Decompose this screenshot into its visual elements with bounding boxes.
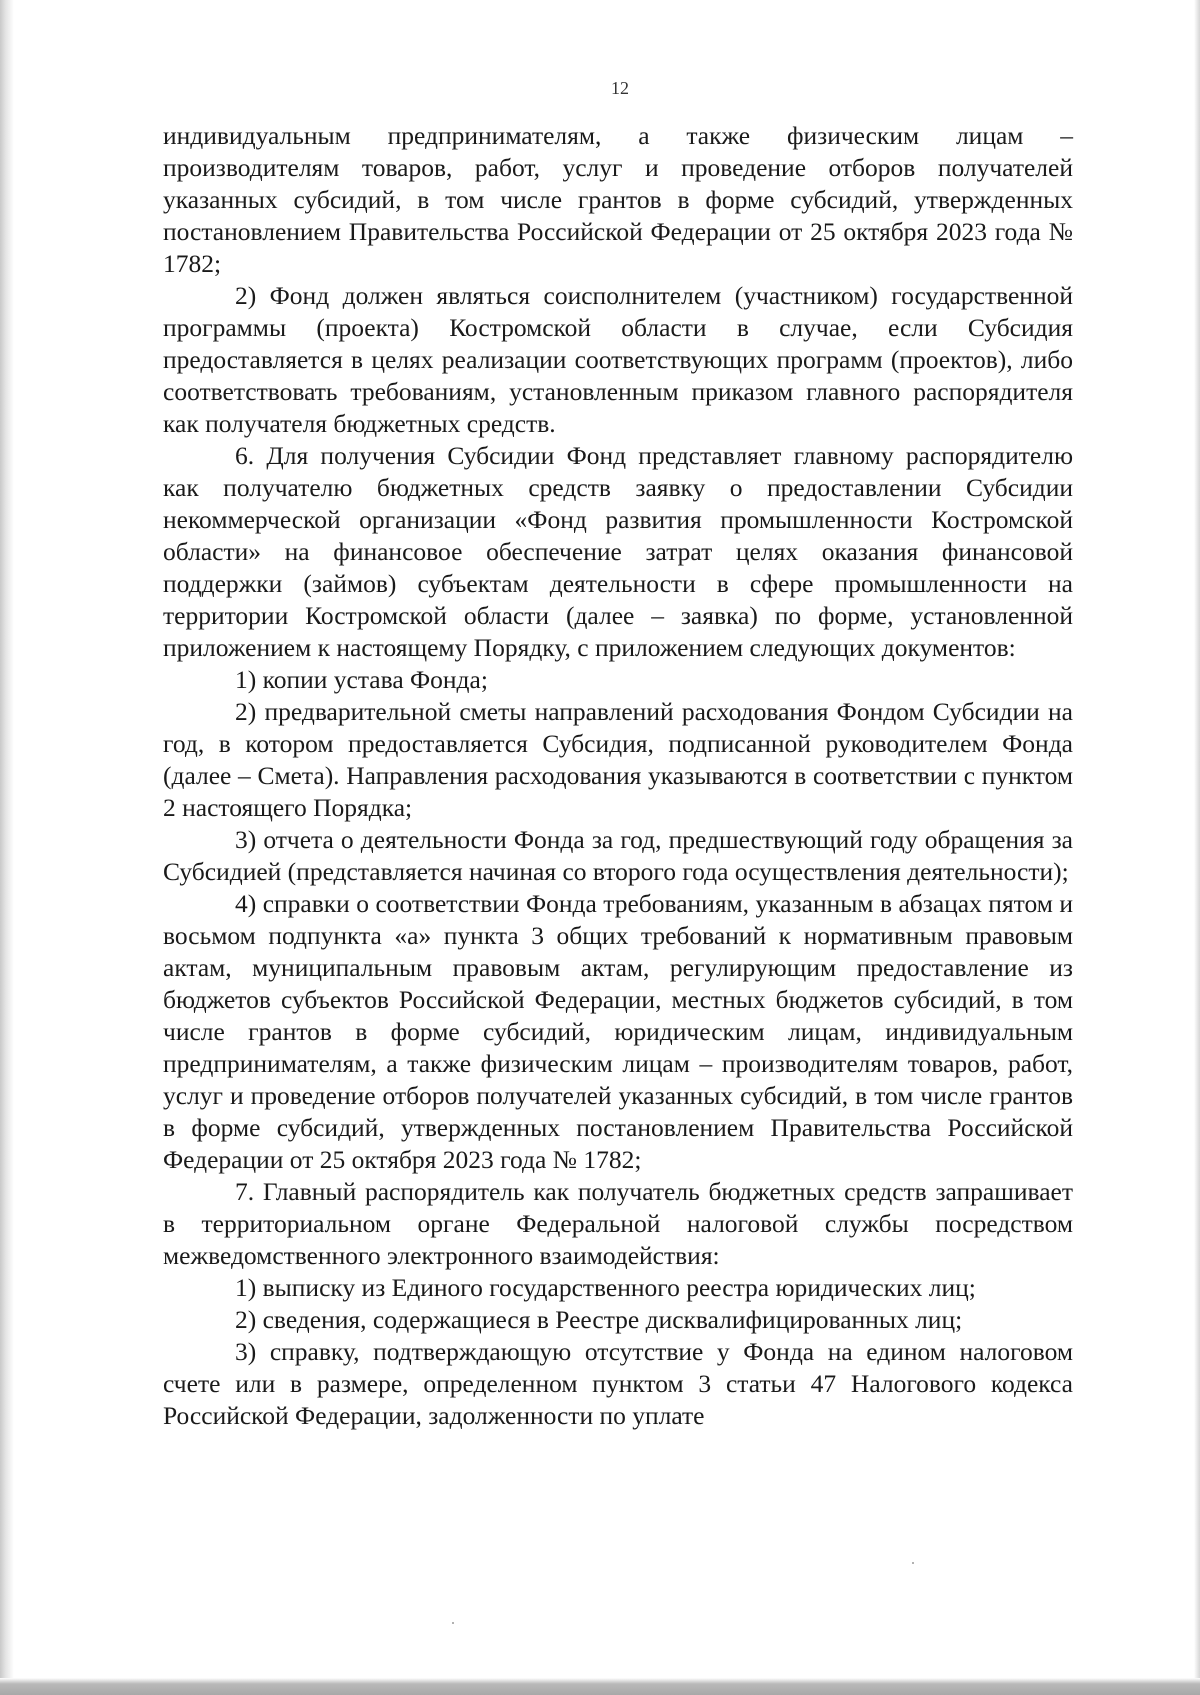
scan-speck (452, 1622, 454, 1624)
page-number: 12 (611, 78, 629, 98)
scan-shadow-right (1194, 0, 1200, 1695)
paragraph-clause-6: 6. Для получения Субсидии Фонд представляет главному распорядителю как получателю бюджетных средств заявку о предоставлении Субсидии некоммерческой организации «Фонд развития промышленности Костромской области» на финансовое обеспечение затрат целях оказания финансовой поддержки (займов) субъектам деятельности в сфере промышленности на территории Костромской области (далее – заявка) по форме, установленной приложением к настоящему Порядку, с приложением следующих документов: (163, 441, 1073, 662)
paragraph-item-5-2: 2) Фонд должен являться соисполнителем (участником) государственной программы (проекта) Костромской области в случае, если Субсидия предоставляется в целях реализации соответствующих программ (проектов), либо соответствовать требованиям, установленным приказом главного распорядителя как получателя бюджетных средств. (163, 281, 1073, 438)
scan-shadow-left (0, 0, 14, 1680)
paragraph-item-7-1: 1) выписку из Единого государственного реестра юридических лиц; (235, 1273, 976, 1302)
paragraph-item-6-4: 4) справки о соответствии Фонда требованиям, указанным в абзацах пятом и восьмом подпункта «а» пункта 3 общих требований к нормативным правовым актам, муниципальным правовым актам, регулирующим предоставление из бюджетов субъектов Российской Федерации, местных бюджетов субсидий, в том числе грантов в форме субсидий, юридическим лицам, индивидуальным предпринимателям, а также физическим лицам – производителям товаров, работ, услуг и проведение отборов получателей указанных субсидий, в том числе грантов в форме субсидий, утвержденных постановлением Правительства Российской Федерации от 25 октября 2023 года № 1782; (163, 889, 1073, 1174)
paragraph-item-7-2: 2) сведения, содержащиеся в Реестре дисквалифицированных лиц; (235, 1305, 963, 1334)
document-body (163, 120, 1073, 1432)
paragraph-item-6-3: 3) отчета о деятельности Фонда за год, предшествующий году обращения за Субсидией (представляется начиная со второго года осуществления деятельности); (163, 825, 1073, 886)
paragraph-clause-7: 7. Главный распорядитель как получатель бюджетных средств запрашивает в территориальном органе Федеральной налоговой службы посредством межведомственного электронного взаимодействия: (163, 1177, 1073, 1270)
paragraph-item-6-2: 2) предварительной сметы направлений расходования Фондом Субсидии на год, в котором предоставляется Субсидия, подписанной руководителем Фонда (далее – Смета). Направления расходования указываются в соответствии с пунктом 2 настоящего Порядка; (163, 697, 1073, 822)
paragraph-item-7-3: 3) справку, подтверждающую отсутствие у Фонда на едином налоговом счете или в размере, определенном пунктом 3 статьи 47 Налогового кодекса Российской Федерации, задолженности по уплате (163, 1337, 1073, 1430)
paragraph-continuation: индивидуальным предпринимателям, а также физическим лицам – производителям товаров, работ, услуг и проведение отборов получателей указанных субсидий, в том числе грантов в форме субсидий, утвержденных постановлением Правительства Российской Федерации от 25 октября 2023 года № 1782; (163, 121, 1073, 278)
paragraph-item-6-1: 1) копии устава Фонда; (235, 665, 488, 694)
scan-speck (912, 1562, 914, 1564)
scan-shadow-bottom (0, 1678, 1200, 1695)
